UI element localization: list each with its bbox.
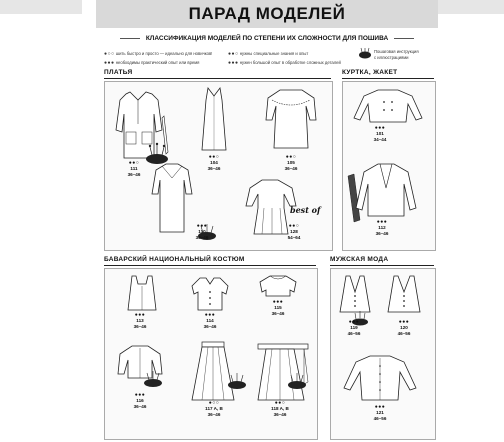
model-number: 112 [378, 225, 386, 231]
background-corner-left [0, 0, 82, 14]
section-title-jackets: КУРТКА, ЖАКЕТ [342, 69, 398, 76]
bodice-114-drawing [188, 274, 232, 314]
dress-104-drawing [196, 86, 232, 156]
section-title-dresses: ПЛАТЬЯ [104, 69, 133, 76]
model-number: 116 [136, 398, 144, 404]
pincushion-icon [226, 372, 248, 390]
page-subtitle: КЛАССИФИКАЦИЯ МОДЕЛЕЙ ПО СТЕПЕНИ ИХ СЛОЖНОСТИ ДЛЯ ПОШИВА [145, 35, 389, 42]
model-number: 118 A, B [271, 406, 289, 412]
difficulty-dots: ●●● [196, 223, 208, 229]
model-caption [128, 313, 152, 329]
model-number: 114 [206, 318, 214, 324]
difficulty-dots: ●●● [376, 219, 388, 225]
model-caption [198, 313, 222, 329]
model-sizes: 54–64 [287, 234, 301, 240]
bodice-113-drawing [122, 272, 162, 314]
section-rule [330, 265, 434, 266]
legend-item [104, 51, 212, 57]
model-sizes: 46–56 [373, 415, 387, 421]
model-caption [190, 224, 214, 240]
section-rule [342, 78, 434, 79]
model-number: 110 [198, 229, 206, 235]
model-sizes: 36–46 [273, 411, 287, 417]
model-sizes: 36–46 [133, 403, 147, 409]
model-number: 128 [290, 229, 298, 235]
section-title-mens: МУЖСКАЯ МОДА [330, 256, 389, 263]
difficulty-dots: ●●○ [228, 51, 239, 57]
dress-110-drawing [150, 160, 194, 238]
subtitle-rule-left [120, 38, 140, 39]
difficulty-dots: ●●● [398, 319, 410, 325]
model-caption [279, 155, 303, 171]
difficulty-dots: ●●○ [285, 154, 297, 160]
difficulty-dots: ●●● [348, 319, 360, 325]
model-number: 119 [350, 325, 358, 331]
legend-text: нужны специальные знания и опыт [239, 51, 309, 56]
model-number: 121 [376, 410, 384, 416]
legend-instruction-line2: с иллюстрациями [374, 55, 409, 60]
model-caption [368, 126, 392, 142]
bestof-label: best of [290, 205, 321, 215]
model-caption [202, 155, 226, 171]
legend-text: необходимы практический опыт или время [115, 60, 200, 65]
model-number: 115 [274, 305, 282, 311]
shirt-121-drawing [340, 352, 420, 404]
model-number: 101 [376, 131, 384, 137]
difficulty-dots: ●●● [228, 60, 239, 66]
model-number: 104 [210, 160, 218, 166]
model-caption [122, 161, 146, 177]
section-title-bavarian: БАВАРСКИЙ НАЦИОНАЛЬНЫЙ КОСТЮМ [104, 256, 245, 263]
legend-instruction-line1: Пошаговая инструкция [374, 49, 419, 54]
model-sizes: 36–46 [284, 165, 298, 171]
model-number: 117 A, B [205, 406, 223, 412]
difficulty-dots: ●○○ [104, 51, 115, 57]
model-caption [392, 320, 416, 336]
difficulty-dots: ●●○ [288, 223, 300, 229]
model-caption [200, 401, 228, 417]
model-number: 113 [136, 318, 144, 324]
model-sizes: 36–46 [203, 323, 217, 329]
model-sizes: 36–46 [207, 411, 221, 417]
difficulty-dots: ●●● [134, 312, 146, 318]
vest-120-drawing [384, 272, 424, 320]
model-caption [266, 401, 294, 417]
subtitle-rule-right [394, 38, 414, 39]
model-sizes: 36–46 [195, 234, 209, 240]
model-caption [370, 220, 394, 236]
section-rule [104, 78, 331, 79]
difficulty-dots: ●●● [374, 404, 386, 410]
difficulty-dots: ●●● [134, 392, 146, 398]
model-number: 105 [287, 160, 295, 166]
model-sizes: 36–46 [271, 310, 285, 316]
model-caption [342, 320, 366, 336]
section-rule [104, 265, 316, 266]
legend-text: шить быстро и просто — идеально для новичков! [115, 51, 213, 56]
difficulty-dots: ●●○ [274, 400, 286, 406]
legend-item [228, 51, 308, 57]
model-sizes: 36–46 [133, 323, 147, 329]
page-title: ПАРАД МОДЕЛЕЙ [188, 4, 346, 23]
model-sizes: 46–56 [397, 330, 411, 336]
model-number: 120 [400, 325, 408, 331]
legend-item [228, 60, 341, 66]
jacket-101-drawing [350, 86, 426, 126]
blouse-115-drawing [256, 270, 300, 300]
difficulty-dots: ●●● [104, 60, 115, 66]
subtitle-row [100, 35, 434, 47]
model-number: 111 [130, 166, 138, 172]
model-sizes: 46–56 [347, 330, 361, 336]
pincushion-icon [286, 372, 308, 390]
model-caption [266, 300, 290, 316]
instruction-cushion-icon [358, 47, 372, 59]
model-sizes: 36–46 [375, 230, 389, 236]
model-sizes: 36–46 [207, 165, 221, 171]
dress-105-drawing [262, 86, 320, 156]
difficulty-dots: ●●● [272, 299, 284, 305]
difficulty-dots: ●●● [204, 312, 216, 318]
difficulty-dots: ●●● [374, 125, 386, 131]
model-sizes: 36–46 [127, 171, 141, 177]
legend-item [104, 60, 199, 66]
difficulty-dots: ●●○ [208, 154, 220, 160]
model-caption [368, 405, 392, 421]
legend-text: нужен большой опыт в обработке сложных деталей [239, 60, 341, 65]
pincushion-icon [142, 370, 164, 388]
model-sizes: 34–44 [373, 136, 387, 142]
difficulty-dots: ●○○ [208, 400, 220, 406]
difficulty-dots: ●●○ [128, 160, 140, 166]
model-caption [282, 224, 306, 240]
model-caption [128, 393, 152, 409]
